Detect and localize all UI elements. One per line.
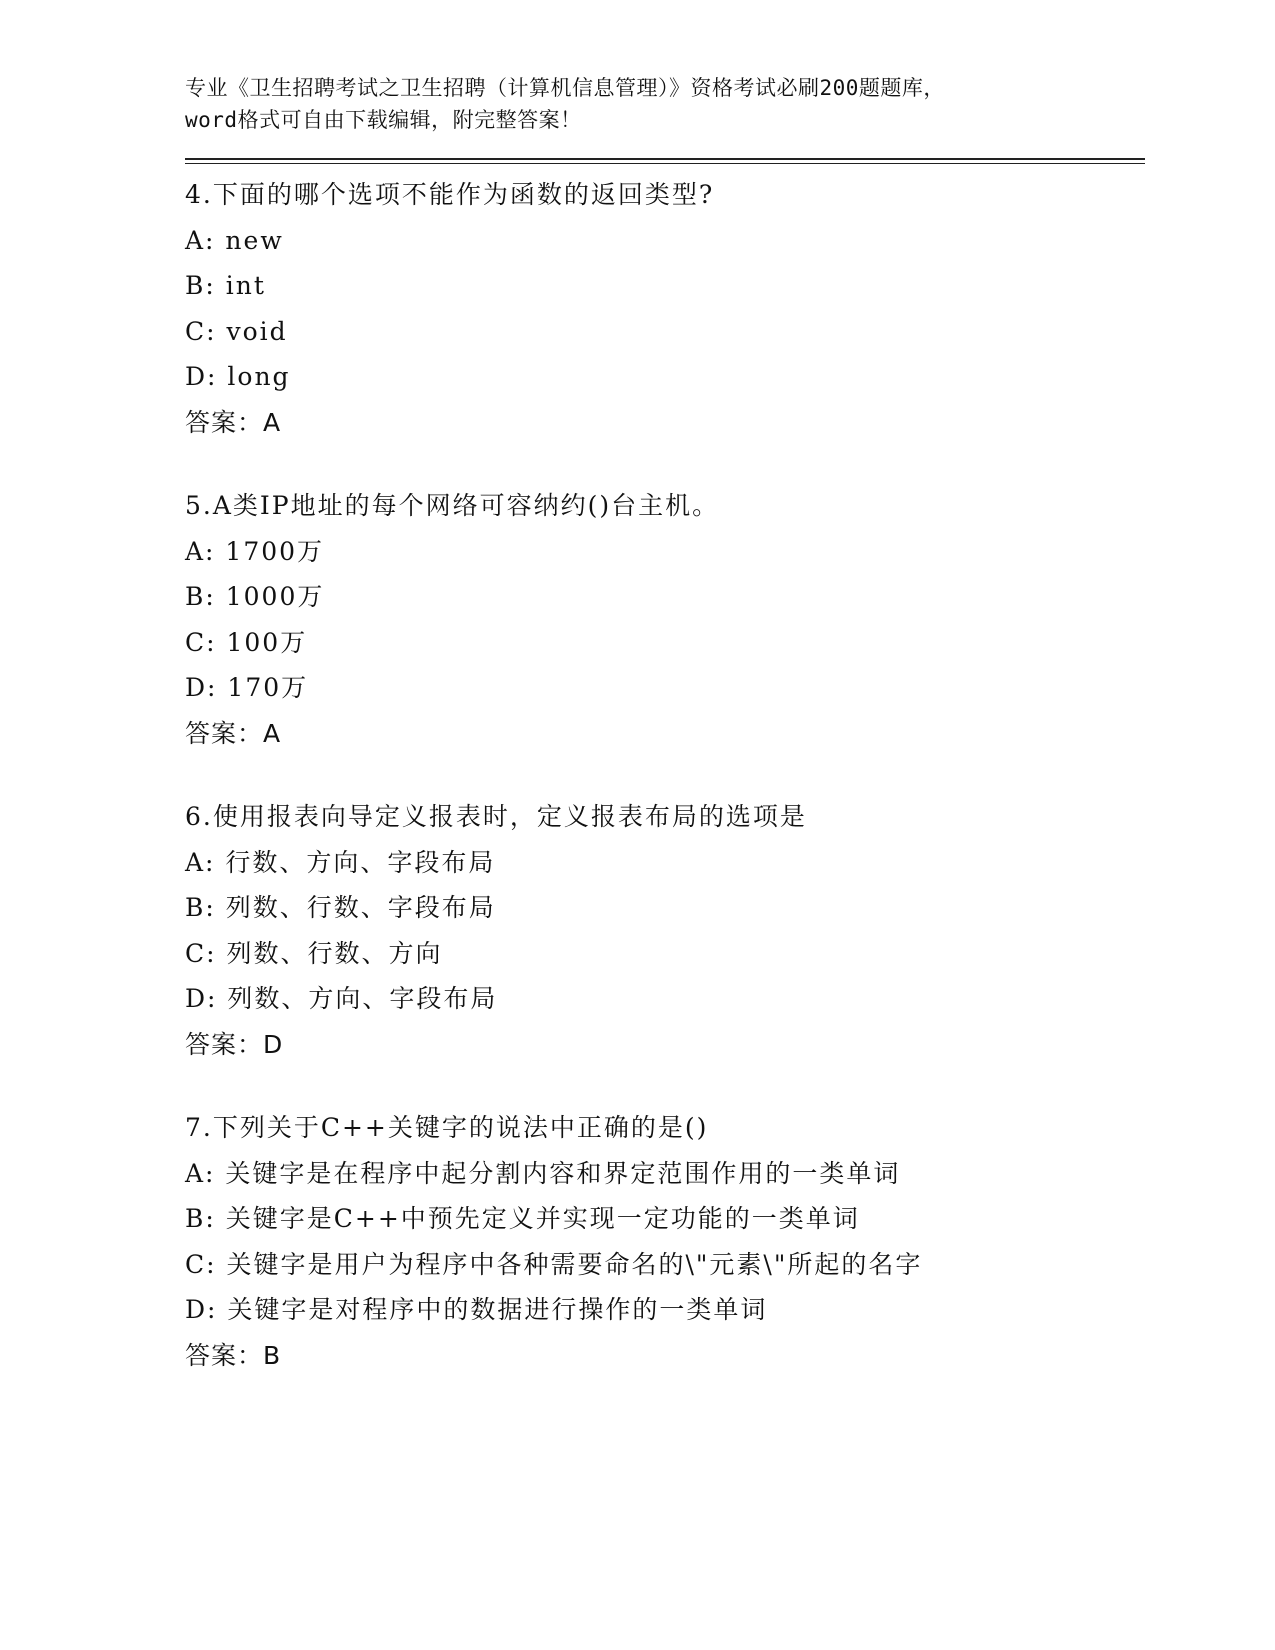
option-c: C: 列数、行数、方向 bbox=[185, 938, 443, 968]
document-header bbox=[185, 72, 1145, 136]
header-line-2: word格式可自由下载编辑，附完整答案！ bbox=[185, 108, 582, 132]
option-a: A: 1700万 bbox=[185, 536, 325, 566]
question-5 bbox=[185, 483, 1145, 756]
header-divider bbox=[185, 158, 1145, 160]
answer: 答案：D bbox=[185, 1029, 284, 1059]
answer: 答案：B bbox=[185, 1340, 282, 1370]
option-d: D: 列数、方向、字段布局 bbox=[185, 984, 498, 1013]
option-d: D: long bbox=[185, 362, 291, 391]
answer: 答案：A bbox=[185, 407, 282, 437]
option-b: B: 列数、行数、字段布局 bbox=[185, 893, 496, 922]
option-c: C: 关键字是用户为程序中各种需要命名的\"元素\"所起的名字 bbox=[185, 1249, 923, 1279]
option-d: D: 关键字是对程序中的数据进行操作的一类单词 bbox=[185, 1295, 768, 1324]
answer: 答案：A bbox=[185, 718, 282, 748]
header-line-1: 专业《卫生招聘考试之卫生招聘（计算机信息管理）》资格考试必刷200题题库， bbox=[185, 76, 945, 100]
option-d: D: 170万 bbox=[185, 673, 309, 702]
option-a: A: 行数、方向、字段布局 bbox=[185, 847, 496, 877]
option-c: C: void bbox=[185, 316, 288, 346]
option-a: A: 关键字是在程序中起分割内容和界定范围作用的一类单词 bbox=[185, 1158, 901, 1188]
document-page bbox=[185, 72, 1145, 1416]
option-b: B: 关键字是C++中预先定义并实现一定功能的一类单词 bbox=[185, 1204, 860, 1233]
option-c: C: 100万 bbox=[185, 627, 308, 657]
question-4 bbox=[185, 172, 1145, 445]
question-7 bbox=[185, 1105, 1145, 1378]
question-stem: 5.A类IP地址的每个网络可容纳约()台主机。 bbox=[185, 491, 720, 520]
question-6 bbox=[185, 794, 1145, 1067]
question-list bbox=[185, 172, 1145, 1378]
option-b: B: int bbox=[185, 271, 266, 300]
option-b: B: 1000万 bbox=[185, 582, 325, 611]
option-a: A: new bbox=[185, 225, 284, 255]
question-stem: 6.使用报表向导定义报表时，定义报表布局的选项是 bbox=[185, 802, 807, 831]
question-stem: 4.下面的哪个选项不能作为函数的返回类型? bbox=[185, 180, 715, 209]
question-stem: 7.下列关于C++关键字的说法中正确的是() bbox=[185, 1113, 709, 1142]
